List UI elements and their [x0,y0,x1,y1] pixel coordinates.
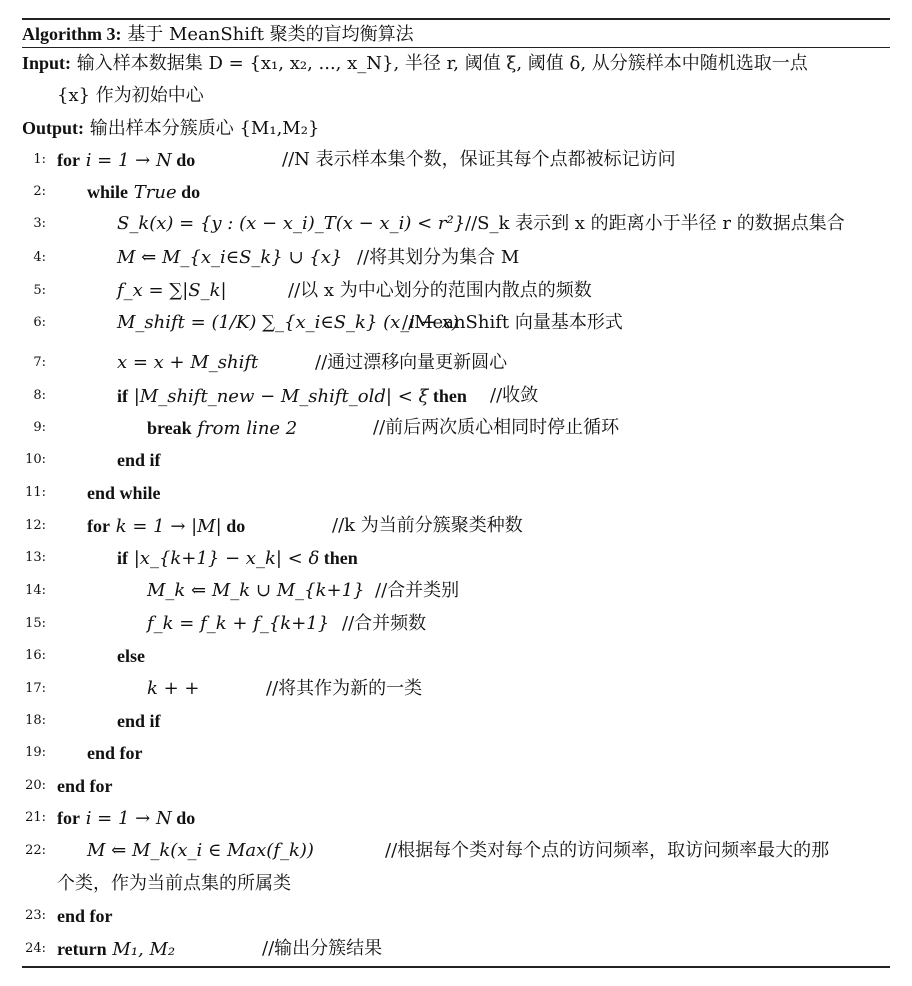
keyword: for [57,808,80,828]
keyword: do [176,182,201,202]
line-comment: //以 x 为中心划分的范围内散点的频数 [288,280,592,301]
line-number: 23: [25,908,46,923]
keyword: if [117,548,128,568]
math-expression: S_k(x) = {y : (x − x_i)_T(x − x_i) < r²} [117,213,466,234]
output-label: Output: [22,118,85,138]
line-comment-continued: 个类，作为当前点集的所属类 [57,873,291,894]
line-number: 1: [33,152,46,167]
math-expression: k = 1 → |M| [109,516,222,537]
algorithm-line-24 [57,938,175,961]
keyword: while [87,182,129,202]
line-comment: //N 表示样本集个数，保证其每个点都被标记访问 [282,149,676,170]
line-number: 16: [25,648,46,663]
line-number: 13: [25,550,46,565]
line-comment: //前后两次质心相同时停止循环 [373,417,620,438]
keyword: then [319,548,358,568]
input-text-continued: {x} 作为初始中心 [57,85,204,106]
line-number: 20: [25,778,46,793]
line-comment: //S_k 表示到 x 的距离小于半径 r 的数据点集合 [465,213,845,234]
bottom-rule [22,966,890,968]
algorithm-line-15 [147,613,329,635]
line-comment: //将其划分为集合 M [357,247,520,268]
keyword: do [171,808,196,828]
input-text: 输入样本数据集 D = {x₁, x₂, ..., x_N}, 半径 r, 阈值 ξ, 阈值 δ, 从分簇样本中随机选取一点 [76,53,808,74]
algorithm-line-9 [147,417,297,440]
keyword: return [57,939,107,959]
algorithm-line-16 [117,645,145,668]
algorithm-line-14 [147,580,365,602]
algorithm-label: Algorithm 3: [22,24,122,44]
line-comment: //将其作为新的一类 [266,678,423,699]
line-number: 11: [25,485,46,500]
line-comment: //根据每个类对每个点的访问频率，取访问频率最大的那 [385,840,830,861]
math-expression: k + + [147,678,200,699]
keyword: do [171,150,196,170]
math-expression: f_k = f_k + f_{k+1} [147,613,330,634]
output-text: 输出样本分簇质心 {M₁,M₂} [89,118,320,139]
math-expression: |x_{k+1} − x_k| < δ [128,548,320,569]
math-expression: M_k ⇐ M_k ∪ M_{k+1} [147,580,365,601]
input-line-2 [57,85,204,107]
output-line [22,117,319,140]
line-number: 19: [25,745,46,760]
top-rule [22,18,890,20]
algorithm-line-12 [87,515,245,538]
algorithm-line-19 [87,742,143,765]
line-comment: //收敛 [490,385,539,406]
line-number: 21: [25,810,46,825]
line-number: 4: [33,250,46,265]
algorithm-line-17 [147,678,200,700]
math-expression: x = x + M_shift [117,352,259,373]
line-number: 18: [25,713,46,728]
line-comment: //k 为当前分簇聚类种数 [332,515,523,536]
algorithm-line-23 [57,905,113,928]
math-expression: i = 1 → N [79,150,172,171]
line-number: 22: [25,843,46,858]
line-comment: //输出分簇结果 [262,938,383,959]
line-number: 8: [33,388,46,403]
keyword: do [221,516,246,536]
keyword: end for [87,743,143,763]
keyword: end if [117,711,161,731]
line-comment: //通过漂移向量更新圆心 [315,352,508,373]
keyword: end if [117,450,161,470]
keyword: break [147,418,192,438]
header-rule [22,47,890,48]
math-expression: M ⇐ M_{x_i∈S_k} ∪ {x} [117,247,343,268]
keyword: then [428,386,467,406]
math-expression: f_x = ∑|S_k| [117,280,227,301]
keyword: if [117,386,128,406]
algorithm-line-11 [87,482,161,505]
algorithm-line-7 [117,352,258,374]
algorithm-line-2 [87,181,200,204]
line-number: 17: [25,681,46,696]
algorithm-line-5 [117,280,227,302]
algorithm-line-3 [117,213,465,235]
keyword: end for [57,776,113,796]
math-expression: |M_shift_new − M_shift_old| < ξ [128,386,429,407]
algorithm-header [22,23,414,46]
algorithm-line-21 [57,807,195,830]
line-comment: //MeanShift 向量基本形式 [402,312,623,333]
line-comment: //合并类别 [375,580,460,601]
line-number: 10: [25,452,46,467]
input-line-1 [22,52,808,75]
input-label: Input: [22,53,72,73]
line-number: 9: [33,420,46,435]
algorithm-title: 基于 MeanShift 聚类的盲均衡算法 [127,24,414,45]
math-expression: M_shift = (1/K) ∑_{x_i∈S_k} (x_i − x) [117,312,459,333]
line-number: 5: [33,283,46,298]
line-number: 7: [33,355,46,370]
line-comment: //合并频数 [342,613,427,634]
algorithm-line-22 [87,840,314,862]
algorithm-line-20 [57,775,113,798]
keyword: else [117,646,145,666]
keyword: end for [57,906,113,926]
algorithm-line-1 [57,149,195,172]
line-number: 24: [25,941,46,956]
math-expression: M ⇐ M_k(x_i ∈ Max(f_k)) [87,840,314,861]
algorithm-line-4 [117,247,342,269]
algorithm-line-13 [117,547,358,570]
math-expression: from line 2 [191,418,298,439]
line-number: 14: [25,583,46,598]
line-number: 3: [33,216,46,231]
algorithm-line-10 [117,449,161,472]
keyword: for [87,516,110,536]
math-expression: i = 1 → N [79,808,172,829]
algorithm-line-18 [117,710,161,733]
line-number: 12: [25,518,46,533]
line-number: 15: [25,616,46,631]
algorithm-line-8 [117,385,467,408]
line-number: 6: [33,315,46,330]
line-number: 2: [33,184,46,199]
keyword: end while [87,483,161,503]
math-expression: True [128,182,177,203]
keyword: for [57,150,80,170]
math-expression: M₁, M₂ [106,939,176,960]
